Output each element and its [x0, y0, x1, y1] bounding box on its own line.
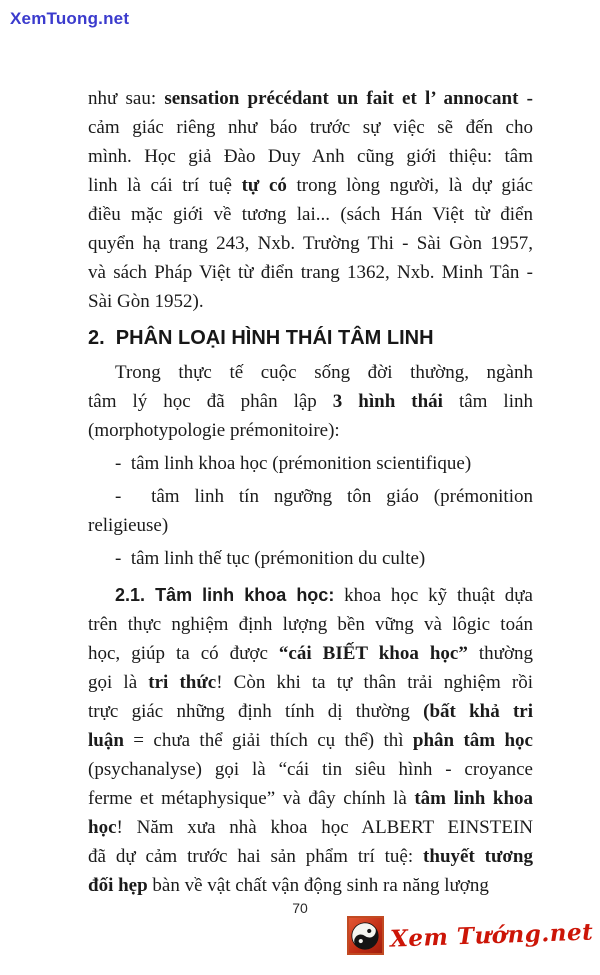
text-line: Sài Gòn 1952). — [88, 291, 204, 312]
watermark-xemtuong-bottom — [347, 916, 597, 955]
text-line: quyển hạ trang 243, Nxb. Trường Thi - Sài Gòn 1957, — [88, 233, 533, 254]
text-line: (morphotypologie prémonitoire): — [88, 420, 340, 441]
text-line: (psychanalyse) gọi là “cái tin siêu hình - croyance — [88, 759, 533, 780]
yinyang-icon — [347, 916, 384, 955]
text-line: điều mặc giới về tương lai... (sách Hán Việt từ điển — [88, 204, 533, 225]
text-line: - tâm linh khoa học (prémonition scientifique) — [115, 453, 472, 474]
text-line: cảm giác riêng như báo trước sự việc sẽ đến cho — [88, 117, 533, 138]
text-line: tâm lý học đã phân lập 3 hình thái tâm linh — [88, 391, 533, 412]
text-line: học, giúp ta có được “cái BIẾT khoa học” thường — [88, 643, 533, 664]
text-line: đối hẹp bàn về vật chất vận động sinh ra năng lượng — [88, 875, 489, 896]
text-line: 2.1. Tâm linh khoa học: khoa học kỹ thuật dựa — [115, 585, 533, 606]
text-line: và sách Pháp Việt từ điển trang 1362, Nxb. Minh Tân - — [88, 262, 533, 283]
watermark-xemtuong-top: XemTuong.net — [10, 9, 130, 28]
section-heading: 2. PHÂN LOẠI HÌNH THÁI TÂM LINH — [88, 327, 434, 349]
text-line: đã dự cảm trước hai sản phẩm trí tuệ: thuyết tương — [88, 846, 533, 867]
list-item-science — [88, 449, 533, 478]
text-line: - tâm linh thế tục (prémonition du culte) — [115, 548, 426, 569]
text-line: linh là cái trí tuệ tự có trong lòng người, là dự giác — [88, 175, 533, 196]
text-line: Trong thực tế cuộc sống đời thường, ngành — [115, 362, 533, 383]
page-number: 70 — [292, 900, 308, 916]
text-line: mình. Học giả Đào Duy Anh cũng giới thiệu: tâm — [88, 146, 533, 167]
text-line: trực giác những định tính dị thường (bất khả tri — [88, 701, 533, 722]
text-line: luận = chưa thể giải thích cụ thể) thì phân tâm học — [88, 730, 533, 751]
list-item-secular — [88, 544, 533, 573]
text-line: trên thực nghiệm định lượng bền vững và lôgic toán — [88, 614, 533, 635]
text-line: religieuse) — [88, 515, 169, 536]
text-line: gọi là tri thức! Còn khi ta tự thân trải nghiệm rồi — [88, 672, 533, 693]
text-line: như sau: sensation précédant un fait et l’ annocant - — [88, 88, 533, 109]
page-body — [88, 84, 533, 900]
text-line: ferme et métaphysique” và đây chính là tâm linh khoa — [88, 788, 534, 809]
paragraph-continuation — [88, 84, 533, 316]
text-line: học! Năm xưa nhà khoa học ALBERT EINSTEIN — [88, 817, 533, 838]
text-line: - tâm linh tín ngưỡng tôn giáo (prémonition — [115, 486, 533, 507]
list-item-religion — [88, 482, 533, 540]
paragraph-intro — [88, 358, 533, 445]
watermark-xemtuong-bottom-text: Xem Tướng.net — [389, 918, 594, 953]
paragraph-science-detail — [88, 581, 533, 900]
